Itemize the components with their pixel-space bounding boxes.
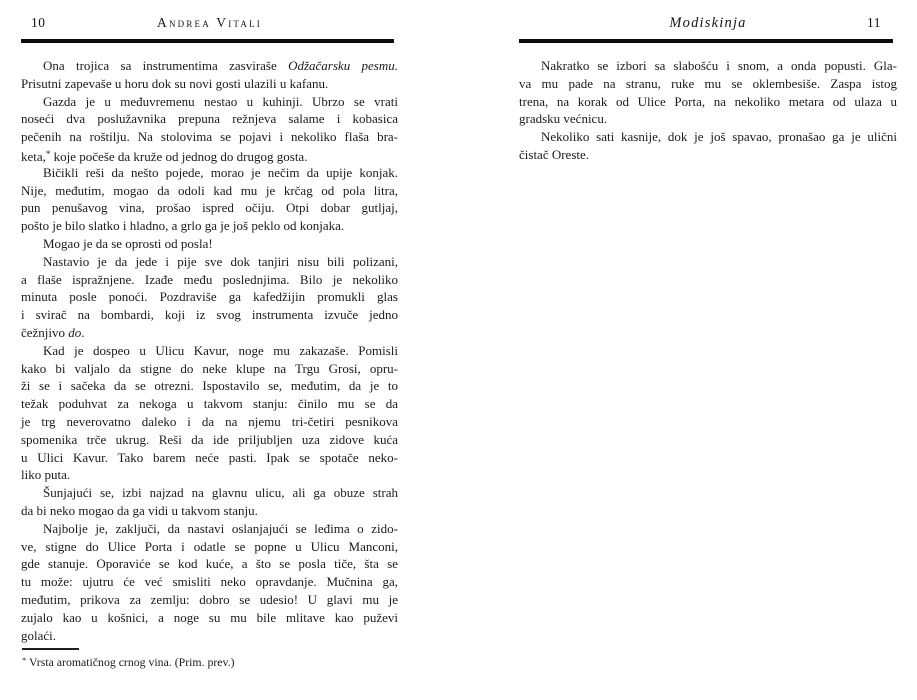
text-line: gradsku većnicu. [519,111,608,127]
page-number: 11 [867,15,881,30]
paragraph [21,164,398,235]
italic-text: Odžačarsku pesmu. [288,58,398,73]
text-line: Bičikli reši da nešto pojede, morao je nečim da upije konjak. [43,164,398,180]
text-line: pečenih na roštilju. Na stolovima se pojavi i nekoliko flaša bra- [21,129,398,145]
running-header-title: Modiskinja [669,15,747,31]
footnote [22,655,398,670]
text-line: spomenika trče ukrug. Reši da ide priljubljen uza zidove kuća [21,431,398,447]
paragraph [21,342,398,484]
text-line: Prisutni zapevaše u horu dok su novi gosti ulazili u kafanu. [21,75,329,91]
paragraph [21,235,398,253]
footnote-text: Vrsta aromatičnog crnog vina. (Prim. prev.) [26,655,235,669]
text-line: Nekoliko sati kasnije, dok je još spavao, pronašao ga je ulični [541,129,897,145]
text-line: Kad je dospeo u Ulicu Kavur, noge mu zakazaše. Pomisli [43,342,398,358]
text-line: ve, stigne do Ulice Porta i odatle se popne u Ulicu Manconi, [21,538,398,554]
right-page [519,0,897,700]
text-line: a flaše ispražnjene. Izađe među poslednjima. Bilo je nekoliko [21,271,398,287]
running-header-author: Andrea Vitali [157,15,262,30]
paragraph [21,253,398,342]
text-line: liko puta. [21,467,71,483]
text-line: ži se i sačeka da se otrezni. Ispostavilo se, međutim, da je to [21,378,398,394]
text-line: međutim, prikova za zemlju: dobro se udesio! U glavi mu je [21,591,398,607]
left-running-head [21,15,398,35]
text-line: Ona trojica sa instrumentima zasviraše Odžačarsku pesmu. [43,58,398,73]
right-running-head [519,15,897,35]
text-line: kako bi valjalo da stigne do neke klupe na Trgu Grosi, opru- [21,360,398,376]
text-line: Najbolje je, zaključi, da nastavi oslanjajući se leđima o zido- [43,520,398,536]
text-line: zujalo kao u košnici, a noge su mu bile mlitave kao puževi [21,609,398,625]
paragraph [21,520,398,645]
text-line: keta,* koje počeše da kruže od jednog do drugog gosta. [21,148,308,164]
footnote-marker: * [45,148,51,159]
text-line: je trg neverovatno daleko i da na njemu tri-četiri pesnikova [21,413,398,429]
body-text [21,57,398,644]
paragraph [21,93,398,164]
text-line: težak poduhvat za nekoga u takvom stanju: činilo mu se da [21,396,398,412]
text-line: da bi neko mogao da ga vidi u takvom stanju. [21,502,258,518]
left-page [21,0,398,700]
text-line: Gazda je u međuvremenu nestao u kuhinji. Ubrzo se vrati [43,93,398,109]
paragraph [21,484,398,520]
text-line: gde stanuje. Oporaviće se kod kuće, a što se posla tiče, šta se [21,556,398,572]
text-line: Šunjajući se, izbi najzad na glavnu ulicu, ali ga obuze strah [43,485,398,501]
text-line: tu može: ujutru će već smisliti neko opravdanje. Mučnina ga, [21,574,398,590]
text-line: i svirač na bombardi, koji iz svog instrumenta izvuče jedno [21,307,398,323]
text-line: u Ulici Kavur. Tako barem neće pasti. Ipak se spotače neko- [21,449,398,465]
text-line: Nastavio je da jede i pije sve dok tanjiri nisu bili polizani, [43,253,398,269]
text-line: trena, na korak od Ulice Porta, na nekoliko metara od ulaza u [519,93,897,109]
text-line: va mu pade na stranu, ruke mu se oklembesiše. Zaspa istog [519,75,897,91]
footnote-marker: * [22,655,27,665]
italic-text: do [68,324,82,340]
paragraph [519,57,897,128]
paragraph [519,128,897,164]
footnote-rule [22,648,79,650]
text-line: pošto je bilo slatko i hladno, a grlo ga je još peklo od konjaka. [21,218,345,234]
page-number: 10 [31,15,46,30]
body-text [519,57,897,164]
text-line: Mogao je da se oprosti od posla! [43,235,213,251]
text-line: pun penušavog vina, prošao ispred očiju. Otpi dobar gutljaj, [21,200,398,216]
text-line: minuta posle ponoći. Pozdraviše ga kafedžijin promukli glas [21,289,398,305]
text-line: golaći. [21,627,57,643]
paragraph [21,57,398,93]
text-line: čistač Oreste. [519,146,590,162]
text-line: noseći dva poslužavnika prepuna režnjeva salame i kobasica [21,111,398,127]
text-line: Nakratko se izbori sa slabošću i snom, a onda popusti. Gla- [541,58,897,73]
header-rule [21,39,394,43]
text-line: Nije, međutim, mogao da odoli kad mu je krčag od pola litra, [21,182,398,198]
header-rule [519,39,893,43]
text-line: čežnjivo do. [21,324,85,340]
